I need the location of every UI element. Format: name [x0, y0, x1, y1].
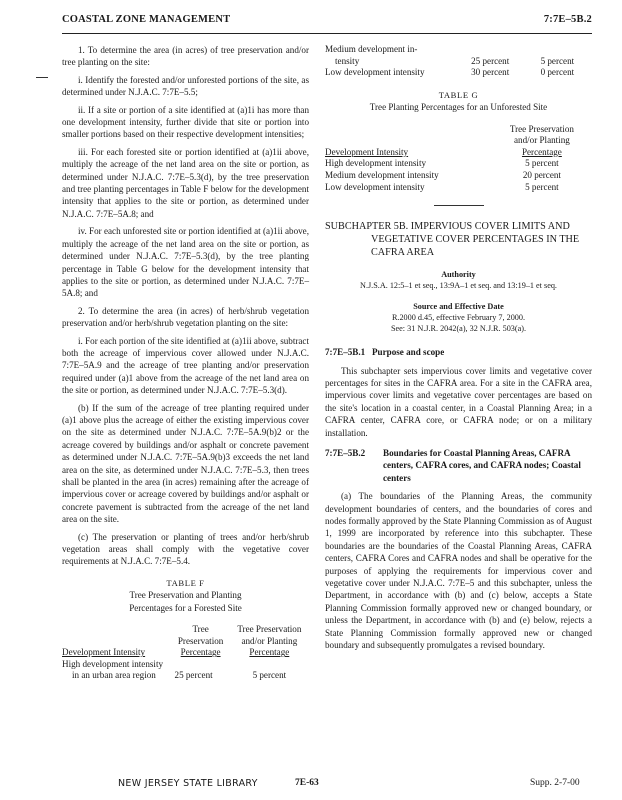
section-title: Purpose and scope	[372, 347, 445, 358]
paragraph: This subchapter sets impervious cover limits and vegetative cover percentages for sites in the CAFRA area. For a site in the CAFRA area, impervious cover limits and vegetative cover percentages are based on the site's location in a coastal center, in a Coastal Planning Area; in a CAFRA center, CAFRA core, or CAFRA node; or on a military installation.	[325, 365, 592, 438]
section-heading-5b1	[325, 346, 592, 358]
paragraph: iv. For each unforested site or portion identified at (a)1ii above, multiply the acreage of the net land area on the site or portion, as determined under N.J.A.C. 7:7E–5.3(d), by the tree planting percentage in Table G below for the development intensity that applies to the site or portion, as determined under N.J.A.C. 7:7E–5A.8; and	[62, 226, 309, 299]
table-cell: High development intensity	[62, 658, 164, 669]
table-cell: 5 percent	[525, 158, 559, 169]
source-text-2: See: 31 N.J.R. 2042(a), 32 N.J.R. 503(a).	[390, 324, 527, 334]
margin-mark	[36, 77, 48, 78]
source-text-1: R.2000 d.45, effective February 7, 2000.	[391, 313, 526, 323]
table-cell: tensity	[335, 55, 360, 66]
table-g-header: Development Intensity	[325, 146, 409, 157]
paragraph: ii. If a site or portion of a site identified at (a)1i has more than one development intensity, further divide that site or portion into smaller portions based on their respective development intensities;	[62, 104, 309, 140]
table-g-title: Tree Planting Percentages for an Unforested Site	[369, 102, 548, 113]
table-f-continued	[325, 44, 585, 79]
authority-text: N.J.S.A. 12:5–1 et seq., 13:9A–1 et seq. and 13:19–1 et seq.	[360, 281, 557, 291]
table-f-label: TABLE F	[166, 577, 205, 588]
table-g-label: TABLE G	[438, 89, 479, 100]
table-f-header: Development Intensity	[62, 647, 146, 658]
table-f-title-1: Tree Preservation and Planting	[129, 590, 242, 601]
table-f-caption	[62, 577, 309, 614]
paragraph: i. For each portion of the site identified at (a)1ii above, subtract both the acreage of impervious cover allowed under N.J.A.C. 7:7E–5A.9 and the acreage of tree planting and/or preservation required under (a)1 above from the acreage of the net land area on the site or portion, as determined under N.J.A.C. 7:7E–5.3(d).	[62, 335, 309, 396]
section-number: 7:7E–5B.1	[325, 347, 366, 358]
paragraph: iii. For each forested site or portion identified at (a)1ii above, multiply the acreage of the net land area on the site or portion, as determined under N.J.A.C. 7:7E–5.3(d), by the tree preservation and tree planting percentages in Table F below for the development intensity that applies to the site or portion, as determined under N.J.A.C. 7:7E–5A.8; and	[62, 146, 309, 219]
section-title: Boundaries for Coastal Planning Areas, CAFRA centers, CAFRA cores, and CAFRA nodes; Coastal centers	[383, 448, 581, 483]
paragraph: 1. To determine the area (in acres) of tree preservation and/or tree planting on the site:	[62, 45, 309, 68]
table-f-header: and/or Planting	[241, 635, 298, 646]
table-cell: 25 percent	[471, 55, 510, 66]
table-cell: Low development intensity	[325, 67, 425, 78]
right-column	[325, 44, 592, 657]
paragraph: (c) The preservation or planting of trees and/or herb/shrub vegetation areas shall comply with the vegetative cover requirements at N.J.A.C. 7:7E–5.4.	[62, 531, 309, 567]
left-column	[62, 44, 309, 682]
table-cell: 30 percent	[471, 67, 510, 78]
table-f-header: Percentage	[249, 647, 290, 658]
table-f	[62, 624, 309, 682]
table-cell: 5 percent	[252, 670, 287, 681]
section-heading-5b2	[325, 447, 592, 484]
subchapter-heading: SUBCHAPTER 5B. IMPERVIOUS COVER LIMITS AND VEGETATIVE COVER PERCENTAGES IN THE CAFRA AREA	[325, 221, 580, 259]
table-cell: 5 percent	[540, 55, 575, 66]
authority-heading: Authority	[441, 270, 476, 280]
header-rule	[62, 33, 592, 34]
table-cell: 0 percent	[540, 67, 575, 78]
header-section: 7:7E–5B.2	[543, 14, 592, 25]
table-g	[325, 124, 592, 194]
table-g-header: Tree Preservation	[509, 123, 574, 134]
table-g-caption	[325, 89, 592, 114]
table-cell: Low development intensity	[325, 181, 425, 192]
paragraph: 2. To determine the area (in acres) of herb/shrub vegetation preservation and/or herb/shrub vegetation planting on the site:	[62, 305, 309, 329]
table-f-header: Preservation	[177, 635, 224, 646]
table-cell: Medium development in-	[325, 44, 418, 54]
table-f-title-2: Percentages for a Forested Site	[129, 602, 242, 613]
paragraph: i. Identify the forested and/or unforested portions of the site, as determined under N.J.A.C. 7:7E–5.5;	[62, 74, 309, 98]
table-f-header: Percentage	[180, 647, 221, 658]
source-heading: Source and Effective Date	[413, 302, 504, 312]
supplement-date: Supp. 2-7-00	[530, 778, 580, 788]
paragraph: (a) The boundaries of the Planning Areas, the community development boundaries of centers, and the boundaries of cores and nodes formally approved by the State Planning Commission as of August 1, 1999 are incorporated by reference into this subchapter. These boundaries are the boundaries of the Coastal Planning Areas, CAFRA centers, CAFRA Cores and CAFRA nodes and shall be operative for the purposes of applying the requirements for impervious cover and vegetative cover under N.J.A.C. 7:7E–5 and this subchapter, unless the Department, in accordance with (b) and (c) below, accepts a State Planning Commission formally approved new or changed boundary, or unless the Department, in accordance with (b) and (e) below, rejects a State Planning Commission formally approved new or changed boundary and subsequently promulgates a revised boundary.	[325, 491, 592, 651]
table-cell: in an urban area region	[72, 670, 156, 681]
section-divider	[434, 205, 484, 206]
table-g-header: Percentage	[521, 146, 562, 157]
table-cell: 25 percent	[174, 670, 213, 681]
table-cell: Medium development intensity	[325, 169, 439, 180]
page-number: 7E-63	[295, 778, 319, 788]
library-stamp: NEW JERSEY STATE LIBRARY	[118, 778, 258, 789]
header-title: COASTAL ZONE MANAGEMENT	[62, 14, 231, 25]
table-f-header: Tree	[192, 624, 209, 635]
table-cell: High development intensity	[325, 158, 427, 169]
table-cell: 20 percent	[522, 169, 561, 180]
table-cell: 5 percent	[525, 181, 559, 192]
paragraph: (b) If the sum of the acreage of tree planting required under (a)1 above plus the acreage of either the existing impervious cover on the site as determined under N.J.A.C. 7:7E–5A.9(b)2 or the acreage covered by buildings and/or asphalt or concrete pavement as determined under N.J.A.C. 7:7E–5A.9(b)3 exceeds the net land area on the site, as determined under N.J.A.C. 7:7E–5.3, then trees shall be planted in the area (in acres) remaining after the acreage of impervious cover or acreage covered by buildings and/or asphalt or concrete pavement is subtracted from the acreage of the net land area on the site.	[62, 402, 309, 525]
table-f-header: Tree Preservation	[237, 624, 302, 635]
section-number: 7:7E–5B.2	[325, 448, 366, 458]
table-g-header: and/or Planting	[513, 135, 570, 146]
